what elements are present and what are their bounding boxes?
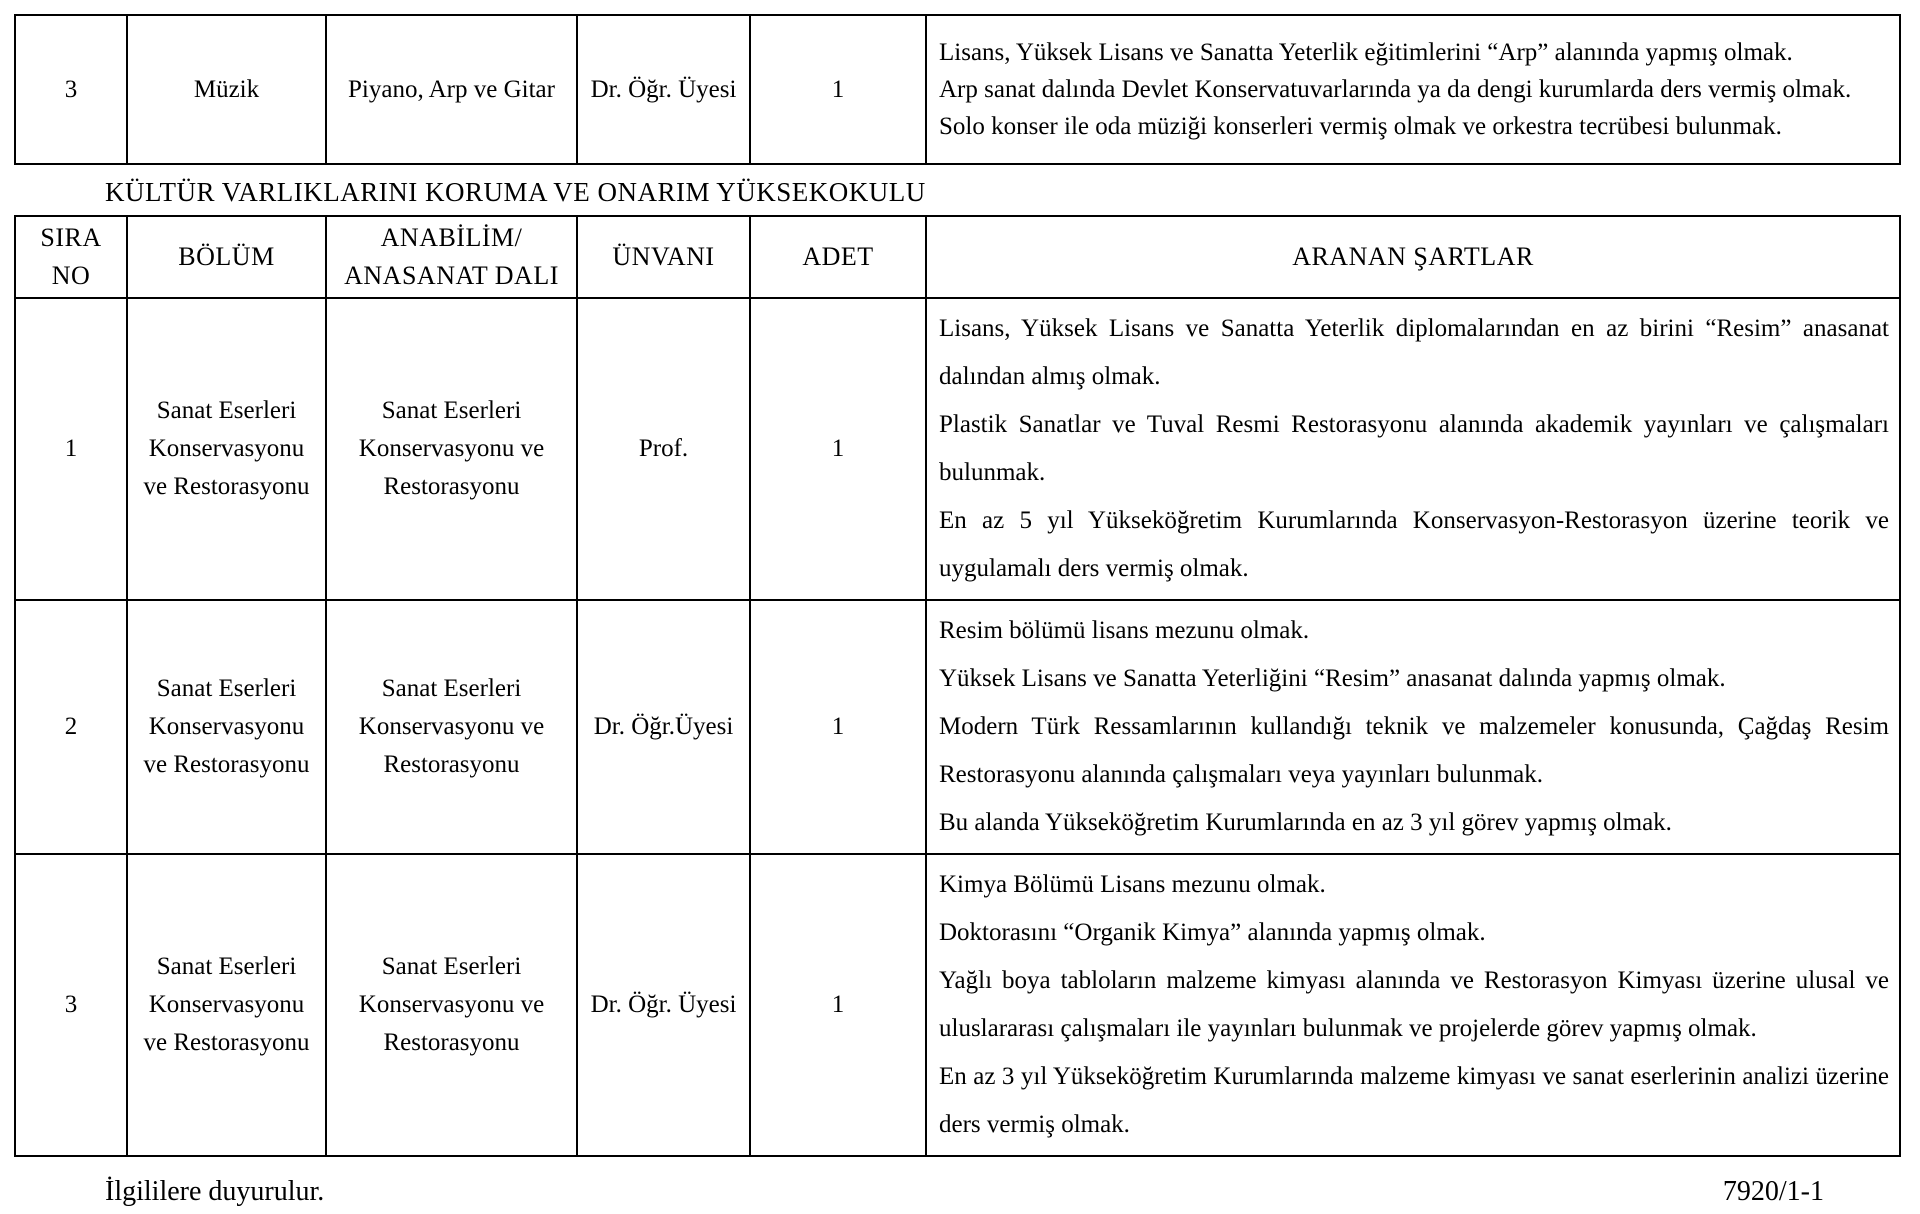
- requirement: Yüksek Lisans ve Sanatta Yeterliğini “Resim” anasanat dalında yapmış olmak.: [939, 665, 1726, 692]
- requirement: Arp sanat dalında Devlet Konservatuvarlarında ya da dengi kurumlarda ders vermiş olmak.: [939, 76, 1852, 103]
- column-header-sira-no: SIRA NO: [15, 216, 127, 298]
- cell-adet: 1: [750, 600, 926, 854]
- requirement: Lisans, Yüksek Lisans ve Sanatta Yeterlik diplomalarından en az birini “Resim” anasanat dalından almış olmak.: [939, 315, 1889, 390]
- requirement: Modern Türk Ressamlarının kullandığı teknik ve malzemeler konusunda, Çağdaş Resim Restorasyonu alanında çalışmaları veya yayınları bulunmak.: [939, 713, 1889, 788]
- column-header-adet: ADET: [750, 216, 926, 298]
- column-header-anabilim: ANABİLİM/ ANASANAT DALI: [326, 216, 577, 298]
- cell-anabilim: Sanat Eserleri Konservasyonu ve Restorasyonu: [326, 600, 577, 854]
- requirement: Lisans, Yüksek Lisans ve Sanatta Yeterlik eğitimlerini “Arp” alanında yapmış olmak.: [939, 39, 1793, 66]
- previous-section-table: [14, 14, 1901, 165]
- footer-reference-number: 7920/1-1: [1722, 1176, 1824, 1207]
- cell-bolum: Sanat Eserleri Konservasyonu ve Restorasyonu: [127, 600, 326, 854]
- cell-aranan-sartlar: [926, 854, 1900, 1156]
- cell-unvani: Dr. Öğr. Üyesi: [577, 15, 750, 164]
- table-row-3: [15, 854, 1900, 1156]
- cell-anabilim: Piyano, Arp ve Gitar: [326, 15, 577, 164]
- column-header-unvani: ÜNVANI: [577, 216, 750, 298]
- cell-bolum: Sanat Eserleri Konservasyonu ve Restorasyonu: [127, 298, 326, 600]
- table-row-muzik: [15, 15, 1900, 164]
- table-header-row: [15, 216, 1900, 298]
- requirement: Solo konser ile oda müziği konserleri vermiş olmak ve orkestra tecrübesi bulunmak.: [939, 113, 1782, 140]
- requirement: Yağlı boya tabloların malzeme kimyası alanında ve Restorasyon Kimyası üzerine ulusal ve uluslararası çalışmaları ile yayınları bulunmak ve projelerde görev yapmış olmak.: [939, 967, 1889, 1042]
- cell-bolum: Müzik: [127, 15, 326, 164]
- requirement: Resim bölümü lisans mezunu olmak.: [939, 617, 1310, 644]
- cell-unvani: Dr. Öğr.Üyesi: [577, 600, 750, 854]
- page-footer: [14, 1177, 1920, 1207]
- cell-aranan-sartlar: [926, 298, 1900, 600]
- cell-aranan-sartlar: [926, 600, 1900, 854]
- cell-unvani: Dr. Öğr. Üyesi: [577, 854, 750, 1156]
- cell-sira-no: 2: [15, 600, 127, 854]
- requirement: Plastik Sanatlar ve Tuval Resmi Restorasyonu alanında akademik yayınları ve çalışmaları bulunmak.: [939, 411, 1889, 486]
- cell-anabilim: Sanat Eserleri Konservasyonu ve Restorasyonu: [326, 298, 577, 600]
- cell-sira-no: 1: [15, 298, 127, 600]
- cell-aranan-sartlar: [926, 15, 1900, 164]
- requirement: En az 5 yıl Yükseköğretim Kurumlarında Konservasyon-Restorasyon üzerine teorik ve uygulamalı ders vermiş olmak.: [939, 507, 1889, 582]
- column-header-bolum: BÖLÜM: [127, 216, 326, 298]
- kultur-varliklari-table: [14, 215, 1901, 1157]
- column-header-aranan-sartlar: ARANAN ŞARTLAR: [926, 216, 1900, 298]
- cell-unvani: Prof.: [577, 298, 750, 600]
- cell-sira-no: 3: [15, 854, 127, 1156]
- requirement: Kimya Bölümü Lisans mezunu olmak.: [939, 871, 1326, 898]
- table-row-1: [15, 298, 1900, 600]
- cell-sira-no: 3: [15, 15, 127, 164]
- footer-note: İlgililere duyurulur.: [105, 1176, 325, 1207]
- table-row-2: [15, 600, 1900, 854]
- cell-anabilim: Sanat Eserleri Konservasyonu ve Restorasyonu: [326, 854, 577, 1156]
- cell-adet: 1: [750, 15, 926, 164]
- requirement: Doktorasını “Organik Kimya” alanında yapmış olmak.: [939, 919, 1486, 946]
- cell-adet: 1: [750, 854, 926, 1156]
- cell-bolum: Sanat Eserleri Konservasyonu ve Restorasyonu: [127, 854, 326, 1156]
- requirement: En az 3 yıl Yükseköğretim Kurumlarında malzeme kimyası ve sanat eserlerinin analizi üzerine ders vermiş olmak.: [939, 1063, 1889, 1138]
- section-title: KÜLTÜR VARLIKLARINI KORUMA VE ONARIM YÜKSEKOKULU: [105, 177, 926, 207]
- requirement: Bu alanda Yükseköğretim Kurumlarında en az 3 yıl görev yapmış olmak.: [939, 809, 1672, 836]
- cell-adet: 1: [750, 298, 926, 600]
